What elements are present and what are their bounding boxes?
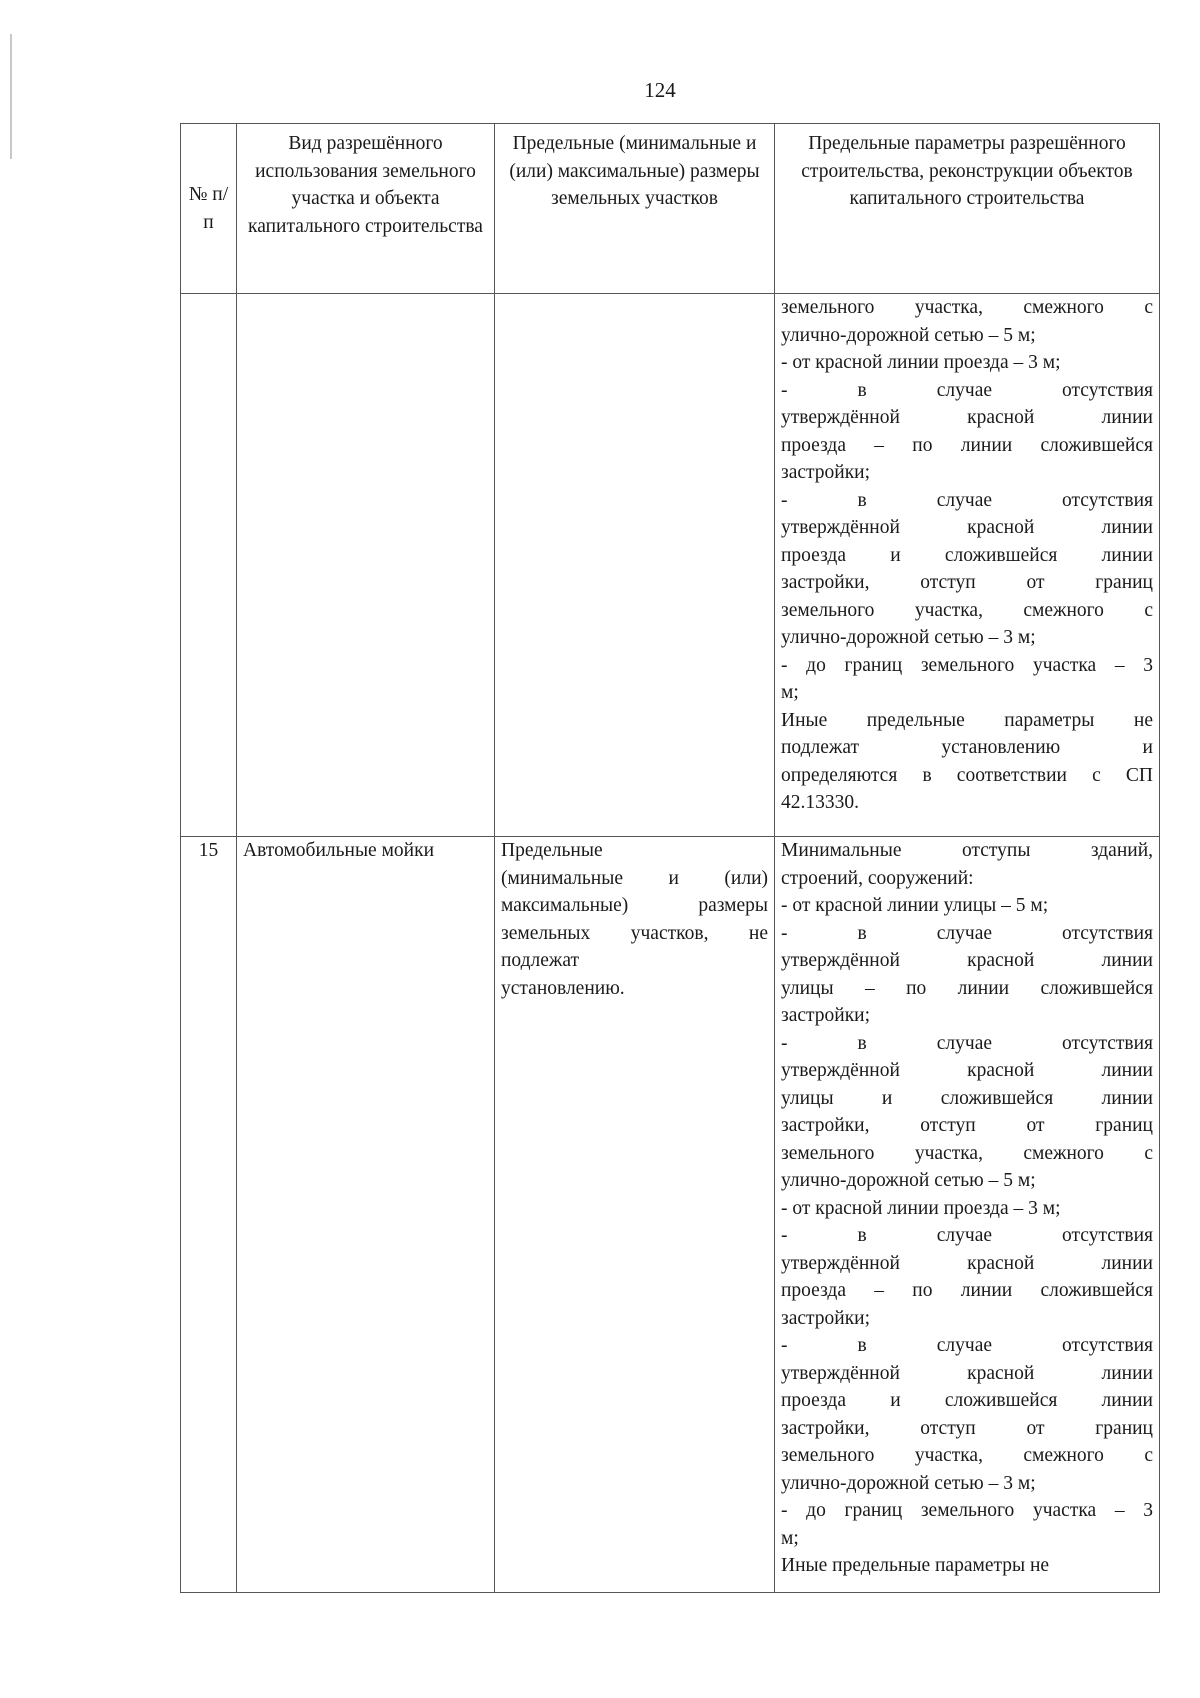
zoning-parameters-table [180,123,1160,1593]
row-plot-sizes [495,837,775,1593]
text-line: утверждённой красной линии [781,517,1153,538]
header-plot-sizes: Предельные (минимальные и (или) максимальные) размеры земельных участков [495,124,775,294]
text-line: утверждённой красной линии [781,407,1153,428]
text-line: 42.13330. [781,792,859,813]
text-line: максимальные) размеры [501,895,768,916]
text-line: - до границ земельного участка – 3 [781,1500,1153,1521]
text-line: определяются в соответствии с СП [781,764,1153,786]
row-build-params [775,837,1160,1593]
row-use-type [237,294,495,837]
text-line: улично-дорожной сетью – 3 м; [781,1472,1036,1494]
header-number: № п/п [181,124,237,294]
text-line: проезда и сложившейся линии [781,544,1153,566]
text-line: подлежат установлению и [781,737,1153,758]
text-line: Предельные [501,840,603,861]
text-line: улично-дорожной сетью – 5 м; [781,1170,1036,1191]
row-build-params [775,294,1160,837]
text-line: улицы – по линии сложившейся [781,977,1153,999]
text-line: земельных участков, не [501,922,768,944]
text-line: улично-дорожной сетью – 5 м; [781,324,1036,346]
row-plot-sizes [495,294,775,837]
text-line: проезда и сложившейся линии [781,1390,1153,1411]
text-line: застройки; [781,1307,871,1329]
text-line: - в случае отсутствия [781,1032,1153,1054]
table-row [181,837,1160,1593]
text-line: застройки; [781,462,871,483]
page-number: 124 [644,78,676,102]
text-line: - от красной линии улицы – 5 м; [781,895,1049,916]
text-line: строений, сооружений: [781,867,974,889]
text-line: утверждённой красной линии [781,1060,1153,1081]
header-build-params: Предельные параметры разрешённого строительства, реконструкции объектов капитального строительства [775,124,1160,294]
text-line: - в случае отсутствия [781,1335,1153,1356]
text-line: земельного участка, смежного с [781,297,1153,318]
text-line: - до границ земельного участка – 3 [781,654,1153,676]
text-line: - в случае отсутствия [781,1225,1153,1246]
text-line: Иные предельные параметры не [781,1555,1050,1576]
text-line: (минимальные и (или) [501,867,768,889]
text-line: м; [781,682,799,703]
text-line: - от красной линии проезда – 3 м; [781,1197,1061,1219]
text-line: застройки, отступ от границ [781,572,1153,593]
text-line: утверждённой красной линии [781,1362,1153,1384]
text-line: м; [781,1527,799,1549]
text-line: застройки, отступ от границ [781,1115,1153,1136]
row-number [181,294,237,837]
text-line: утверждённой красной линии [781,950,1153,971]
text-line: проезда – по линии сложившейся [781,434,1153,456]
text-line: земельного участка, смежного с [781,1142,1153,1164]
text-line: земельного участка, смежного с [781,1445,1153,1466]
text-line: улицы и сложившейся линии [781,1087,1153,1109]
text-line: установлению. [501,977,625,999]
text-line: улично-дорожной сетью – 3 м; [781,627,1036,648]
text-line: Иные предельные параметры не [781,709,1153,731]
text-line: земельного участка, смежного с [781,599,1153,621]
text-line: - от красной линии проезда – 3 м; [781,352,1061,373]
header-use-type: Вид разрешённого использования земельного участка и объекта капитального строительства [237,124,495,294]
use-type-text: Автомобильные мойки [243,840,435,861]
sizes-lines [501,837,768,1002]
text-line: - в случае отсутствия [781,922,1153,944]
text-line: застройки, отступ от границ [781,1417,1153,1439]
table-header-row [181,124,1160,294]
text-line: утверждённой красной линии [781,1252,1153,1274]
params-lines [781,294,1153,817]
text-line: - в случае отсутствия [781,379,1153,401]
row-number: 15 [181,837,237,1593]
text-line: проезда – по линии сложившейся [781,1280,1153,1301]
text-line: Минимальные отступы зданий, [781,840,1153,861]
params-lines [781,837,1153,1580]
table-row [181,294,1160,837]
text-line: застройки; [781,1005,871,1026]
row-use-type [237,837,495,1593]
text-line: подлежат [501,950,580,971]
text-line: - в случае отсутствия [781,489,1153,511]
